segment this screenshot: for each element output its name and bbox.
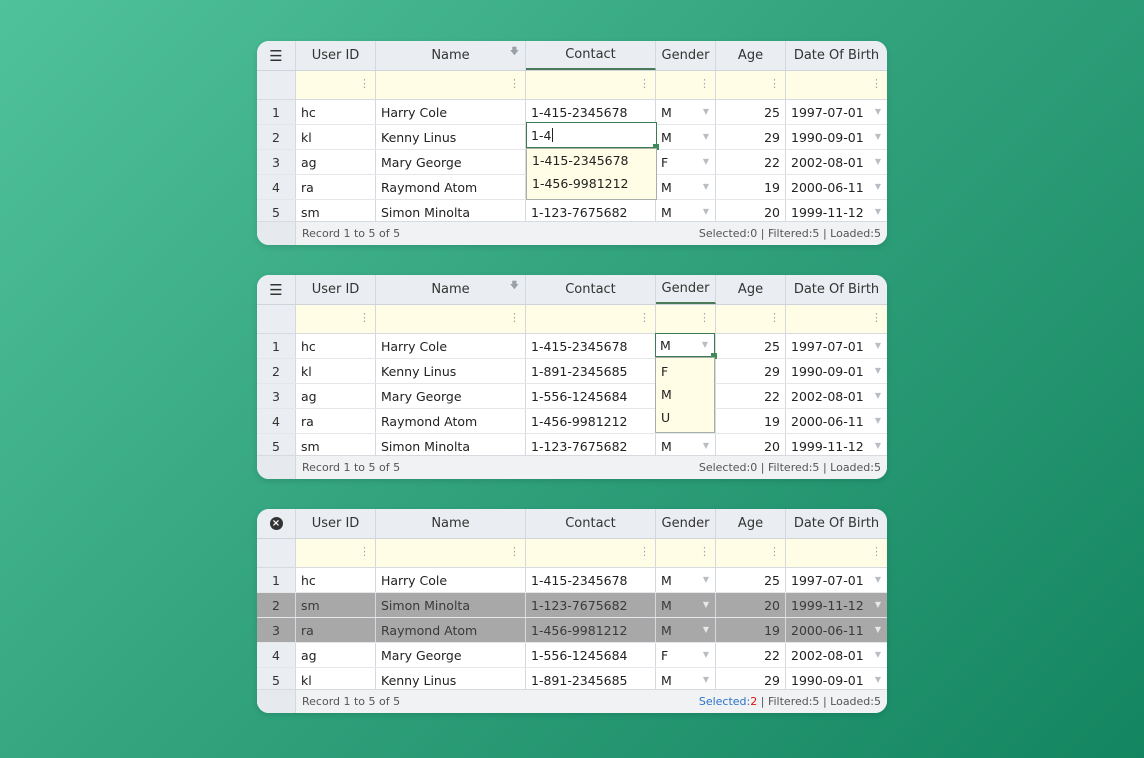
filter-menu-icon[interactable]: ⋮ — [359, 77, 370, 90]
cell-age[interactable]: 25 — [716, 568, 786, 592]
row-number: 4 — [257, 175, 296, 199]
header-row — [257, 275, 887, 305]
dropdown-arrow-icon[interactable]: ▼ — [874, 132, 881, 141]
cell-gender[interactable]: F ▼ — [656, 150, 716, 174]
header-contact[interactable]: Contact — [526, 41, 656, 70]
header-user-id[interactable]: User ID — [296, 275, 376, 304]
header-age[interactable]: Age — [716, 41, 786, 70]
dropdown-arrow-icon[interactable]: ▼ — [874, 391, 881, 400]
filter-menu-icon[interactable]: ⋮ — [699, 311, 710, 324]
cell-name[interactable]: Raymond Atom — [376, 409, 526, 433]
filter-menu-icon[interactable]: ⋮ — [509, 545, 520, 558]
row-number: 1 — [257, 100, 296, 124]
cell-age[interactable]: 25 — [716, 100, 786, 124]
filter-age[interactable] — [716, 539, 786, 567]
sort-arrow-icon[interactable]: 🡇 — [509, 281, 519, 291]
filter-gender[interactable] — [656, 305, 716, 333]
cell-name[interactable]: Simon Minolta — [376, 200, 526, 224]
cell-contact[interactable]: 1-123-7675682 — [526, 593, 656, 617]
table-row-selected[interactable] — [257, 618, 887, 643]
filter-user-id[interactable] — [296, 539, 376, 567]
cell-gender[interactable]: M ▼ — [656, 668, 716, 692]
cell-age[interactable]: 20 — [716, 200, 786, 224]
grid-row-selection — [257, 509, 887, 713]
cell-age[interactable]: 22 — [716, 643, 786, 667]
cell-date-of-birth[interactable]: 1997-07-01 ▼ — [791, 572, 881, 588]
contact-editor-input[interactable]: 1-4 — [526, 122, 657, 148]
dropdown-arrow-icon[interactable]: ▼ — [701, 340, 708, 349]
filter-menu-icon[interactable]: ⋮ — [359, 311, 370, 324]
grid-contact-autocomplete — [257, 41, 887, 245]
table-row[interactable] — [257, 334, 887, 359]
cell-age[interactable]: 25 — [716, 334, 786, 358]
cell-contact[interactable]: 1-456-9981212 — [526, 618, 656, 642]
row-number: 2 — [257, 593, 296, 617]
dropdown-arrow-icon[interactable]: ▼ — [702, 650, 709, 659]
header-user-id[interactable]: User ID — [296, 41, 376, 70]
dropdown-arrow-icon[interactable]: ▼ — [702, 207, 709, 216]
cell-date-of-birth[interactable]: 1990-09-01 ▼ — [791, 363, 881, 379]
filter-menu-icon[interactable]: ⋮ — [769, 545, 780, 558]
cell-user-id[interactable]: hc — [296, 100, 376, 124]
dropdown-arrow-icon[interactable]: ▼ — [702, 107, 709, 116]
row-number: 1 — [257, 334, 296, 358]
header-contact[interactable]: Contact — [526, 509, 656, 538]
cell-user-id[interactable]: hc — [296, 568, 376, 592]
column-menu-button[interactable] — [257, 41, 296, 70]
header-name[interactable]: Name 🡇 — [376, 275, 526, 304]
cell-gender[interactable]: M ▼ — [656, 100, 716, 124]
cell-contact[interactable]: 1-891-2345685 — [526, 668, 656, 692]
filter-date-of-birth[interactable] — [786, 71, 887, 99]
row-number: 4 — [257, 409, 296, 433]
filter-menu-icon[interactable]: ⋮ — [871, 545, 882, 558]
filter-menu-icon[interactable]: ⋮ — [769, 77, 780, 90]
cell-contact[interactable]: 1-415-2345678 — [526, 568, 656, 592]
table-row[interactable] — [257, 568, 887, 593]
autocomplete-option[interactable]: 1-415-2345678 — [532, 153, 629, 168]
cell-user-id[interactable]: sm — [296, 434, 376, 458]
cell-user-id[interactable]: kl — [296, 125, 376, 149]
dropdown-arrow-icon[interactable]: ▼ — [874, 107, 881, 116]
cell-date-of-birth[interactable]: 1997-07-01 ▼ — [791, 338, 881, 354]
cell-gender[interactable]: M ▼ — [656, 434, 716, 458]
cell-user-id[interactable]: ra — [296, 175, 376, 199]
cell-name[interactable]: Kenny Linus — [376, 359, 526, 383]
dropdown-arrow-icon[interactable]: ▼ — [874, 675, 881, 684]
filter-menu-icon[interactable]: ⋮ — [639, 545, 650, 558]
dropdown-arrow-icon[interactable]: ▼ — [874, 366, 881, 375]
filter-name[interactable] — [376, 539, 526, 567]
autocomplete-option[interactable]: 1-456-9981212 — [532, 176, 629, 191]
filter-menu-icon[interactable]: ⋮ — [871, 77, 882, 90]
filter-menu-icon[interactable]: ⋮ — [769, 311, 780, 324]
cell-age[interactable]: 19 — [716, 409, 786, 433]
cell-date-of-birth[interactable]: 2000-06-11 ▼ — [791, 179, 881, 195]
dropdown-arrow-icon[interactable]: ▼ — [874, 157, 881, 166]
cell-date-of-birth[interactable]: 2002-08-01 ▼ — [791, 388, 881, 404]
cell-date-of-birth[interactable]: 1997-07-01 ▼ — [791, 104, 881, 120]
cell-contact[interactable]: 1-123-7675682 — [526, 434, 656, 458]
cell-age[interactable]: 20 — [716, 434, 786, 458]
cell-gender[interactable]: M ▼ — [656, 175, 716, 199]
cell-date-of-birth[interactable]: 2000-06-11 ▼ — [791, 413, 881, 429]
cell-date-of-birth[interactable]: 2002-08-01 ▼ — [791, 154, 881, 170]
filter-menu-icon[interactable]: ⋮ — [509, 77, 520, 90]
cell-user-id[interactable]: ag — [296, 384, 376, 408]
filter-age[interactable] — [716, 305, 786, 333]
dropdown-arrow-icon[interactable]: ▼ — [702, 675, 709, 684]
filter-gender[interactable] — [656, 539, 716, 567]
dropdown-arrow-icon[interactable]: ▼ — [874, 416, 881, 425]
row-number: 2 — [257, 359, 296, 383]
cell-date-of-birth[interactable]: 1999-11-12 ▼ — [786, 593, 887, 617]
filter-user-id[interactable] — [296, 71, 376, 99]
cell-age[interactable]: 20 — [716, 593, 786, 617]
cell-age[interactable]: 29 — [716, 125, 786, 149]
dropdown-arrow-icon[interactable]: ▼ — [702, 182, 709, 191]
gender-editor-select[interactable]: M ▼ — [655, 333, 715, 357]
filter-menu-icon[interactable]: ⋮ — [639, 77, 650, 90]
cell-date-of-birth[interactable]: 1999-11-12 ▼ — [791, 204, 881, 220]
cell-name[interactable]: Simon Minolta — [376, 434, 526, 458]
record-count: Record 1 to 5 of 5 — [302, 461, 401, 474]
header-gender[interactable]: Gender — [656, 509, 716, 538]
header-name[interactable]: Name 🡇 — [376, 41, 526, 70]
cell-gender[interactable]: M ▼ — [656, 618, 716, 642]
cell-age[interactable]: 29 — [716, 359, 786, 383]
cell-age[interactable]: 22 — [716, 150, 786, 174]
row-number: 1 — [257, 568, 296, 592]
cell-user-id[interactable]: ag — [296, 150, 376, 174]
filter-menu-icon[interactable]: ⋮ — [639, 311, 650, 324]
cell-contact[interactable]: 1-891-2345685 — [526, 359, 656, 383]
cell-name[interactable]: Simon Minolta — [376, 593, 526, 617]
grid-stats: Selected:0 | Filtered:5 | Loaded:5 — [698, 461, 881, 474]
filter-name[interactable] — [376, 71, 526, 99]
cell-user-id[interactable]: kl — [296, 359, 376, 383]
cell-user-id[interactable]: ra — [296, 409, 376, 433]
dropdown-arrow-icon[interactable]: ▼ — [874, 575, 881, 584]
dropdown-arrow-icon[interactable]: ▼ — [874, 600, 881, 609]
header-user-id[interactable]: User ID — [296, 509, 376, 538]
cell-date-of-birth[interactable]: 2000-06-11 ▼ — [786, 618, 887, 642]
header-contact[interactable]: Contact — [526, 275, 656, 304]
gender-option[interactable]: F — [661, 364, 669, 379]
cell-user-id[interactable]: ra — [296, 618, 376, 642]
cell-name[interactable]: Raymond Atom — [376, 618, 526, 642]
cell-name[interactable]: Raymond Atom — [376, 175, 526, 199]
filter-date-of-birth[interactable] — [786, 539, 887, 567]
row-number: 3 — [257, 150, 296, 174]
filter-name[interactable] — [376, 305, 526, 333]
dropdown-arrow-icon[interactable]: ▼ — [702, 625, 709, 634]
dropdown-arrow-icon[interactable]: ▼ — [874, 182, 881, 191]
filter-menu-icon[interactable]: ⋮ — [699, 545, 710, 558]
cell-user-id[interactable]: kl — [296, 668, 376, 692]
grid-stats: Selected:0 | Filtered:5 | Loaded:5 — [698, 227, 881, 240]
grid-footer — [257, 689, 887, 713]
header-name[interactable]: Name — [376, 509, 526, 538]
header-date-of-birth[interactable]: Date Of Birth — [793, 516, 880, 531]
dropdown-arrow-icon[interactable]: ▼ — [702, 157, 709, 166]
cell-contact[interactable]: 1-415-2345678 — [526, 334, 656, 358]
cell-gender[interactable]: M ▼ — [656, 593, 716, 617]
filter-row — [257, 71, 887, 100]
cell-name[interactable]: Harry Cole — [376, 568, 526, 592]
cell-date-of-birth[interactable]: 1990-09-01 ▼ — [791, 129, 881, 145]
row-number: 5 — [257, 434, 296, 458]
dropdown-arrow-icon[interactable]: ▼ — [702, 575, 709, 584]
filter-user-id[interactable] — [296, 305, 376, 333]
header-age[interactable]: Age — [716, 509, 786, 538]
filter-menu-icon[interactable]: ⋮ — [871, 311, 882, 324]
dropdown-arrow-icon[interactable]: ▼ — [702, 441, 709, 450]
row-number: 5 — [257, 200, 296, 224]
cell-user-id[interactable]: ag — [296, 643, 376, 667]
header-date-of-birth[interactable]: Date Of Birth — [793, 282, 880, 297]
filter-menu-icon[interactable]: ⋮ — [359, 545, 370, 558]
filter-contact[interactable] — [526, 305, 656, 333]
grid-stats: Selected:2 | Filtered:5 | Loaded:5 — [698, 695, 881, 708]
gender-option[interactable]: U — [661, 410, 671, 425]
cell-contact[interactable]: 1-415-2345678 — [526, 100, 656, 124]
cell-date-of-birth[interactable]: 1990-09-01 ▼ — [791, 672, 881, 688]
cell-contact[interactable]: 1-456-9981212 — [526, 409, 656, 433]
header-age[interactable]: Age — [716, 275, 786, 304]
cell-name[interactable]: Kenny Linus — [376, 125, 526, 149]
grid-gender-dropdown — [257, 275, 887, 479]
menu-icon: ☰ — [269, 46, 283, 65]
clear-selection-button[interactable] — [257, 509, 296, 538]
filter-gender[interactable] — [656, 71, 716, 99]
filter-contact[interactable] — [526, 71, 656, 99]
dropdown-arrow-icon[interactable]: ▼ — [702, 600, 709, 609]
filter-menu-icon[interactable]: ⋮ — [509, 311, 520, 324]
cell-date-of-birth[interactable]: 2002-08-01 ▼ — [791, 647, 881, 663]
dropdown-arrow-icon[interactable]: ▼ — [702, 132, 709, 141]
sort-arrow-icon[interactable]: 🡇 — [509, 47, 519, 57]
table-row[interactable] — [257, 643, 887, 668]
cell-user-id[interactable]: sm — [296, 200, 376, 224]
cell-contact[interactable]: 1-556-1245684 — [526, 643, 656, 667]
header-row — [257, 41, 887, 71]
cell-name[interactable]: Mary George — [376, 643, 526, 667]
row-number: 4 — [257, 643, 296, 667]
cell-name[interactable]: Harry Cole — [376, 334, 526, 358]
row-number: 2 — [257, 125, 296, 149]
table-row-selected[interactable] — [257, 593, 887, 618]
row-number: 5 — [257, 668, 296, 692]
dropdown-arrow-icon[interactable]: ▼ — [874, 650, 881, 659]
menu-icon: ☰ — [269, 280, 283, 299]
cell-age[interactable]: 19 — [716, 618, 786, 642]
autocomplete-list — [526, 148, 657, 200]
filter-date-of-birth[interactable] — [786, 305, 887, 333]
gender-options-list — [655, 357, 715, 433]
filter-menu-icon[interactable]: ⋮ — [699, 77, 710, 90]
cell-name[interactable]: Kenny Linus — [376, 668, 526, 692]
cell-age[interactable]: 29 — [716, 668, 786, 692]
cell-name[interactable]: Harry Cole — [376, 100, 526, 124]
filter-age[interactable] — [716, 71, 786, 99]
grid-footer — [257, 221, 887, 245]
cell-age[interactable]: 22 — [716, 384, 786, 408]
table-row[interactable] — [257, 384, 887, 409]
record-count: Record 1 to 5 of 5 — [302, 695, 401, 708]
dropdown-arrow-icon[interactable]: ▼ — [874, 441, 881, 450]
table-row[interactable] — [257, 409, 887, 434]
header-row — [257, 509, 887, 539]
cell-contact[interactable]: 1-123-7675682 — [526, 200, 656, 224]
cell-user-id[interactable]: sm — [296, 593, 376, 617]
cell-date-of-birth[interactable]: 1999-11-12 ▼ — [791, 438, 881, 454]
cell-user-id[interactable]: hc — [296, 334, 376, 358]
dropdown-arrow-icon[interactable]: ▼ — [874, 341, 881, 350]
header-gender[interactable]: Gender — [656, 275, 716, 304]
cell-name[interactable]: Mary George — [376, 150, 526, 174]
filter-row — [257, 539, 887, 568]
clear-selection-icon: × — [270, 517, 283, 530]
row-number: 3 — [257, 618, 296, 642]
gender-option[interactable]: M — [661, 387, 672, 402]
cell-age[interactable]: 19 — [716, 175, 786, 199]
filter-contact[interactable] — [526, 539, 656, 567]
cell-contact[interactable]: 1-556-1245684 — [526, 384, 656, 408]
record-count: Record 1 to 5 of 5 — [302, 227, 401, 240]
cell-name[interactable]: Mary George — [376, 384, 526, 408]
header-date-of-birth[interactable]: Date Of Birth — [793, 48, 880, 63]
cell-gender[interactable]: F ▼ — [656, 643, 716, 667]
filter-row — [257, 305, 887, 334]
cell-gender[interactable]: M ▼ — [656, 200, 716, 224]
grid-footer — [257, 455, 887, 479]
row-number: 3 — [257, 384, 296, 408]
dropdown-arrow-icon[interactable]: ▼ — [874, 625, 881, 634]
table-row[interactable] — [257, 359, 887, 384]
cell-gender[interactable]: M ▼ — [656, 125, 716, 149]
dropdown-arrow-icon[interactable]: ▼ — [874, 207, 881, 216]
cell-gender[interactable]: M ▼ — [656, 568, 716, 592]
column-menu-button[interactable] — [257, 275, 296, 304]
header-gender[interactable]: Gender — [656, 41, 716, 70]
